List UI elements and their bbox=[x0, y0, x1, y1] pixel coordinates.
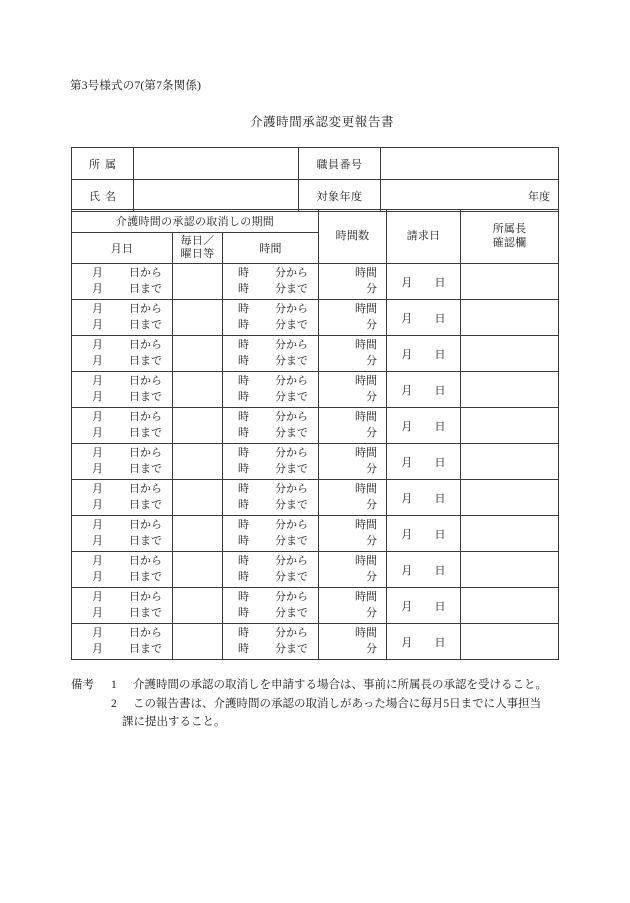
remark-text-2-continuation: 課に提出すること。 bbox=[122, 716, 226, 729]
table-row bbox=[72, 480, 559, 516]
remark-item-2 bbox=[71, 695, 571, 714]
record-time-range[interactable]: 時 分から 時 分まで bbox=[223, 372, 319, 408]
record-period-date[interactable]: 月 日から 月 日まで bbox=[72, 444, 173, 480]
table-row bbox=[72, 624, 559, 660]
record-supervisor-confirm[interactable] bbox=[461, 444, 559, 480]
record-claim-date[interactable]: 月 日 bbox=[387, 372, 461, 408]
table-row bbox=[72, 588, 559, 624]
remarks-section bbox=[71, 676, 571, 732]
record-hours-count[interactable]: 時間 分 bbox=[319, 552, 387, 588]
record-claim-date[interactable]: 月 日 bbox=[387, 444, 461, 480]
table-row bbox=[72, 552, 559, 588]
table-row bbox=[72, 264, 559, 300]
record-hours-count[interactable]: 時間 分 bbox=[319, 372, 387, 408]
record-time-range[interactable]: 時 分から 時 分まで bbox=[223, 300, 319, 336]
employee-number-value[interactable] bbox=[381, 148, 559, 180]
name-label: 氏名 bbox=[72, 180, 134, 212]
employee-info-table bbox=[71, 147, 559, 212]
remark-number-1: 1 bbox=[111, 679, 117, 691]
remarks-label: 備考 bbox=[71, 679, 94, 691]
main-header-row-1 bbox=[72, 210, 559, 233]
record-hours-count[interactable]: 時間 分 bbox=[319, 300, 387, 336]
record-frequency[interactable] bbox=[173, 444, 223, 480]
table-row bbox=[72, 408, 559, 444]
cancellation-records-table bbox=[71, 209, 559, 660]
record-time-range[interactable]: 時 分から 時 分まで bbox=[223, 552, 319, 588]
table-row bbox=[72, 444, 559, 480]
record-rows-body bbox=[72, 264, 559, 660]
record-period-date[interactable]: 月 日から 月 日まで bbox=[72, 516, 173, 552]
record-hours-count[interactable]: 時間 分 bbox=[319, 624, 387, 660]
record-frequency[interactable] bbox=[173, 336, 223, 372]
table-row bbox=[72, 300, 559, 336]
claim-date-header: 請求日 bbox=[387, 210, 461, 264]
record-period-date[interactable]: 月 日から 月 日まで bbox=[72, 372, 173, 408]
record-period-date[interactable]: 月 日から 月 日まで bbox=[72, 480, 173, 516]
fiscal-year-value[interactable]: 年度 bbox=[381, 180, 559, 212]
record-time-range[interactable]: 時 分から 時 分まで bbox=[223, 480, 319, 516]
record-supervisor-confirm[interactable] bbox=[461, 480, 559, 516]
frequency-column-header bbox=[173, 233, 223, 264]
record-time-range[interactable]: 時 分から 時 分まで bbox=[223, 588, 319, 624]
record-time-range[interactable]: 時 分から 時 分まで bbox=[223, 264, 319, 300]
record-supervisor-confirm[interactable] bbox=[461, 264, 559, 300]
record-hours-count[interactable]: 時間 分 bbox=[319, 264, 387, 300]
record-period-date[interactable]: 月 日から 月 日まで bbox=[72, 624, 173, 660]
frequency-column-header-line2: 曜日等 bbox=[180, 248, 215, 260]
table-row bbox=[72, 372, 559, 408]
remark-item-1 bbox=[71, 676, 571, 695]
affiliation-value[interactable] bbox=[134, 148, 299, 180]
fiscal-year-label: 対象年度 bbox=[299, 180, 381, 212]
record-frequency[interactable] bbox=[173, 300, 223, 336]
record-supervisor-confirm[interactable] bbox=[461, 336, 559, 372]
record-frequency[interactable] bbox=[173, 264, 223, 300]
record-period-date[interactable]: 月 日から 月 日まで bbox=[72, 336, 173, 372]
table-row bbox=[72, 336, 559, 372]
record-claim-date[interactable]: 月 日 bbox=[387, 588, 461, 624]
frequency-column-header-line1: 毎日／ bbox=[180, 234, 215, 247]
record-claim-date[interactable]: 月 日 bbox=[387, 264, 461, 300]
info-row-name bbox=[72, 180, 559, 212]
record-supervisor-confirm[interactable] bbox=[461, 624, 559, 660]
record-frequency[interactable] bbox=[173, 624, 223, 660]
record-claim-date[interactable]: 月 日 bbox=[387, 336, 461, 372]
record-period-date[interactable]: 月 日から 月 日まで bbox=[72, 588, 173, 624]
record-supervisor-confirm[interactable] bbox=[461, 552, 559, 588]
record-hours-count[interactable]: 時間 分 bbox=[319, 444, 387, 480]
record-supervisor-confirm[interactable] bbox=[461, 372, 559, 408]
record-period-date[interactable]: 月 日から 月 日まで bbox=[72, 300, 173, 336]
supervisor-confirm-header bbox=[461, 210, 559, 264]
record-supervisor-confirm[interactable] bbox=[461, 408, 559, 444]
table-row bbox=[72, 516, 559, 552]
record-claim-date[interactable]: 月 日 bbox=[387, 552, 461, 588]
record-period-date[interactable]: 月 日から 月 日まで bbox=[72, 408, 173, 444]
record-claim-date[interactable]: 月 日 bbox=[387, 480, 461, 516]
record-supervisor-confirm[interactable] bbox=[461, 516, 559, 552]
record-period-date[interactable]: 月 日から 月 日まで bbox=[72, 552, 173, 588]
info-row-affiliation bbox=[72, 148, 559, 180]
document-title bbox=[0, 112, 630, 130]
record-supervisor-confirm[interactable] bbox=[461, 300, 559, 336]
name-value[interactable] bbox=[134, 180, 299, 212]
employee-number-label: 職員番号 bbox=[299, 148, 381, 180]
record-hours-count[interactable]: 時間 分 bbox=[319, 336, 387, 372]
period-group-header: 介護時間の承認の取消しの期間 bbox=[72, 210, 319, 233]
record-claim-date[interactable]: 月 日 bbox=[387, 408, 461, 444]
supervisor-confirm-header-line2: 確認欄 bbox=[492, 236, 527, 249]
record-hours-count[interactable]: 時間 分 bbox=[319, 588, 387, 624]
record-period-date[interactable]: 月 日から 月 日まで bbox=[72, 264, 173, 300]
record-frequency[interactable] bbox=[173, 588, 223, 624]
record-claim-date[interactable]: 月 日 bbox=[387, 300, 461, 336]
record-frequency[interactable] bbox=[173, 408, 223, 444]
time-column-header: 時間 bbox=[223, 233, 319, 264]
record-claim-date[interactable]: 月 日 bbox=[387, 624, 461, 660]
record-frequency[interactable] bbox=[173, 480, 223, 516]
remark-text-2: この報告書は、介護時間の承認の取消しがあった場合に毎月5日までに人事担当 bbox=[133, 697, 542, 710]
record-supervisor-confirm[interactable] bbox=[461, 588, 559, 624]
record-time-range[interactable]: 時 分から 時 分まで bbox=[223, 516, 319, 552]
document-title-text: 介護時間承認変更報告書 bbox=[249, 115, 395, 129]
record-time-range[interactable]: 時 分から 時 分まで bbox=[223, 444, 319, 480]
affiliation-label: 所属 bbox=[72, 148, 134, 180]
record-hours-count[interactable]: 時間 分 bbox=[319, 480, 387, 516]
date-column-header: 月日 bbox=[72, 233, 173, 264]
supervisor-confirm-header-line1: 所属長 bbox=[492, 223, 527, 236]
hours-count-header: 時間数 bbox=[319, 210, 387, 264]
record-hours-count[interactable]: 時間 分 bbox=[319, 516, 387, 552]
record-time-range[interactable]: 時 分から 時 分まで bbox=[223, 408, 319, 444]
remark-number-2: 2 bbox=[111, 697, 117, 710]
record-frequency[interactable] bbox=[173, 372, 223, 408]
record-claim-date[interactable]: 月 日 bbox=[387, 516, 461, 552]
record-frequency[interactable] bbox=[173, 552, 223, 588]
record-time-range[interactable]: 時 分から 時 分まで bbox=[223, 624, 319, 660]
remark-text-1: 介護時間の承認の取消しを申請する場合は、事前に所属長の承認を受けること。 bbox=[133, 679, 547, 691]
form-number: 第3号様式の7(第7条関係) bbox=[70, 80, 202, 92]
record-frequency[interactable] bbox=[173, 516, 223, 552]
record-hours-count[interactable]: 時間 分 bbox=[319, 408, 387, 444]
record-time-range[interactable]: 時 分から 時 分まで bbox=[223, 336, 319, 372]
